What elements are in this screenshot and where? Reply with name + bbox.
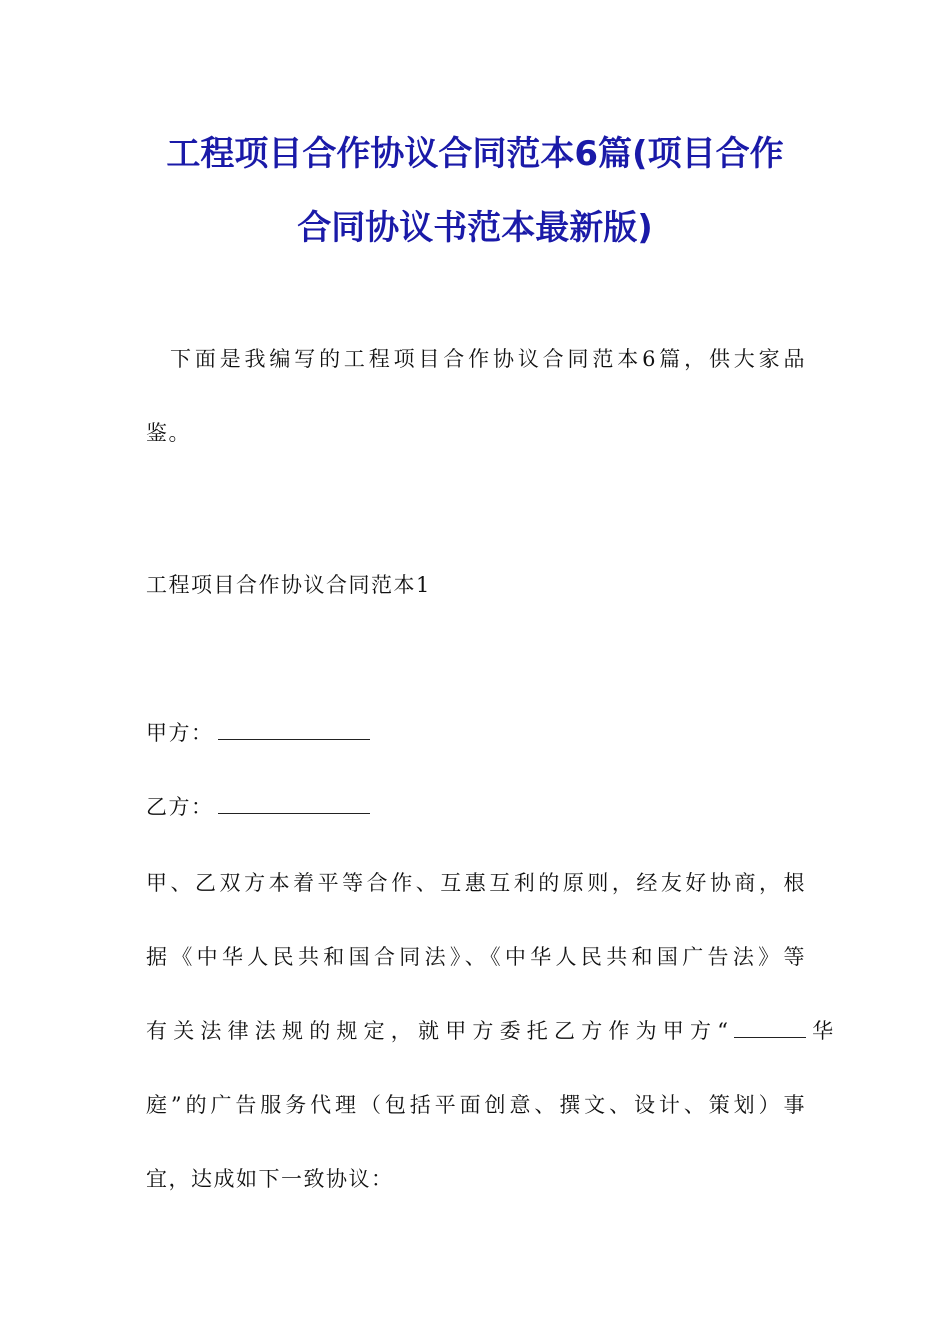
- name-blank: [734, 1019, 806, 1038]
- paragraph-line-3-post: 华: [812, 1019, 835, 1043]
- party-b-label: 乙方：: [146, 795, 214, 819]
- party-a-blank: [218, 721, 370, 740]
- intro-line-2: 鉴。: [146, 421, 191, 445]
- paragraph-line-3: [146, 1016, 835, 1046]
- document-title-line-1: 工程项目合作协议合同范本6篇(项目合作: [166, 134, 784, 174]
- party-a-label: 甲方：: [146, 721, 214, 745]
- paragraph-line-4: 庭”的广告服务代理（包括平面创意、撰文、设计、策划）事: [146, 1093, 806, 1117]
- party-b-line: [146, 792, 806, 822]
- document-title-line-2: 合同协议书范本最新版): [297, 208, 653, 248]
- paragraph-line-5: 宜，达成如下一致协议：: [146, 1167, 394, 1191]
- section-heading: 工程项目合作协议合同范本1: [146, 573, 431, 597]
- paragraph-line-2: 据《中华人民共和国合同法》、《中华人民共和国广告法》等: [146, 945, 806, 969]
- party-b-blank: [218, 795, 370, 814]
- party-a-line: [146, 718, 806, 748]
- intro-line-1: 下面是我编写的工程项目合作协议合同范本6篇，供大家品: [170, 347, 806, 371]
- paragraph-line-1: 甲、乙双方本着平等合作、互惠互利的原则，经友好协商，根: [146, 871, 806, 895]
- paragraph-line-3-pre: 有关法律法规的规定，就甲方委托乙方作为甲方“: [146, 1019, 735, 1043]
